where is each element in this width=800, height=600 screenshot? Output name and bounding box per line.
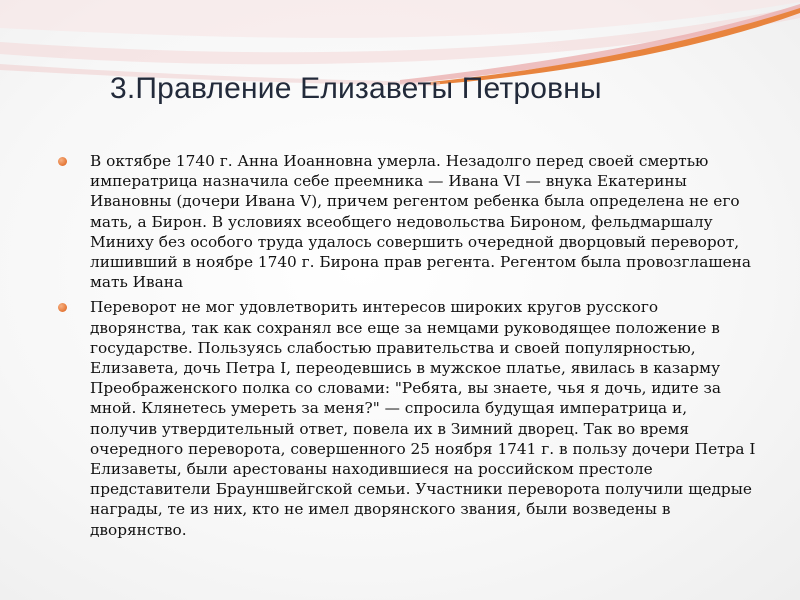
slide-body [58,151,758,545]
bullet-paragraph [58,297,758,539]
paragraph-text: Переворот не мог удовлетворить интересов широких кругов русского дворянства, так как сохранял все еще за немцами руководящее положение в государстве. Пользуясь слабостью правительства и своей популярностью, Елизавета, дочь Петра I, переодевшись в мужское платье, явилась в казарму Преображенского полка со словами: "Ребята, вы знаете, чья я дочь, идите за мной. Клянетесь умереть за меня?" — спросила будущая императрица и, получив утвердительный ответ, повела их в Зимний дворец. Так во время очередного переворота, совершенного 25 ноября 1741 г. в пользу дочери Петра I Елизаветы, были арестованы находившиеся на российском престоле представители Брауншвейгской семьи. Участники переворота получили щедрые награды, те из них, кто не имел дворянского звания, были возведены в дворянство. [90,298,756,539]
slide-title: 3.Правление Елизаветы Петровны [110,72,602,105]
bullet-dot-icon [58,303,67,312]
bullet-dot-icon [58,157,67,166]
bullet-paragraph [58,151,758,292]
paragraph-text: В октябре 1740 г. Анна Иоанновна умерла. Незадолго перед своей смертью императрица назначила себе преемника — Ивана VI — внука Екатерины Ивановны (дочери Ивана V), причем регентом ребенка была определена не его мать, а Бирон. В условиях всеобщего недовольства Бироном, фельдмаршалу Миниху без особого труда удалось совершить очередной дворцовый переворот, лишивший в ноябре 1740 г. Бирона прав регента. Регентом была провозглашена мать Ивана [90,152,751,292]
